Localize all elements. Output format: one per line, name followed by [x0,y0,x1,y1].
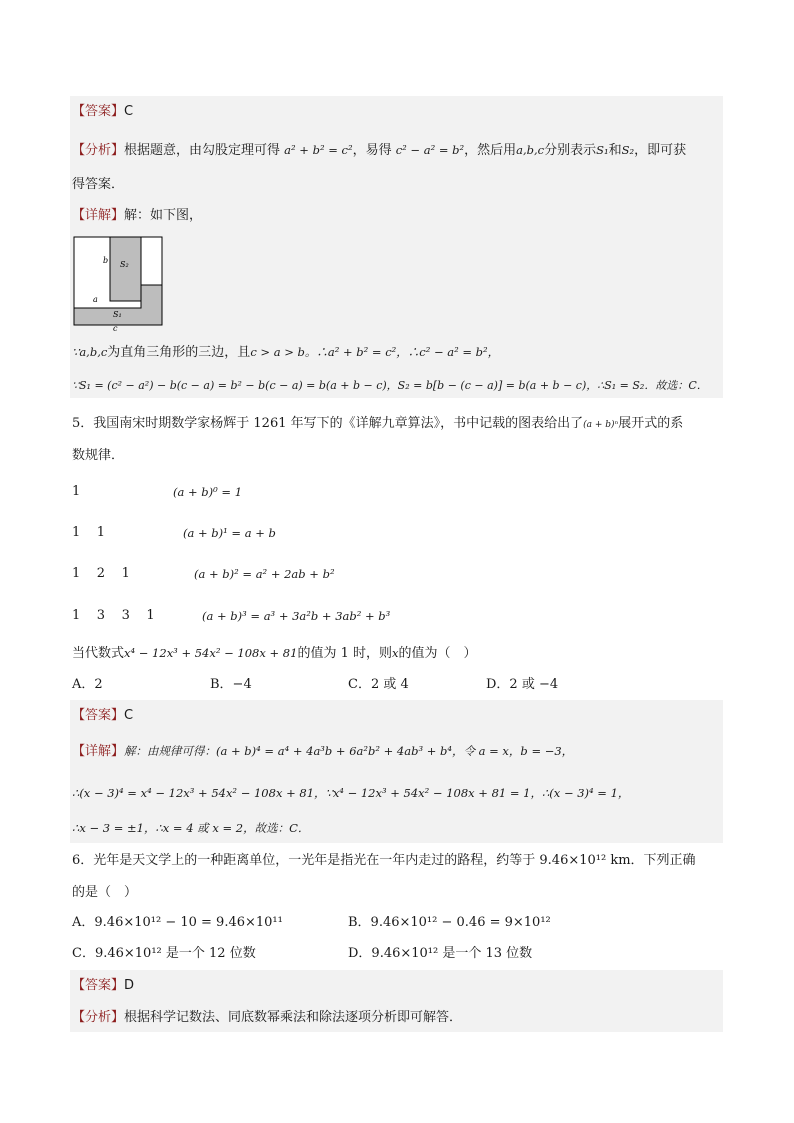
pascal-expr-3: (a + b)³ = a³ + 3a²b + 3ab² + b³ [202,609,391,623]
square-figure [73,236,165,332]
analysis-text: 根据科学记数法、同底数幂乘法和除法逐项分析即可解答． [124,1010,463,1025]
analysis-text: ，然后用 [464,143,517,158]
q5-stem-line2 [72,446,124,466]
answer-tag: 【答案】 [72,708,125,723]
analysis-text: ，即可获 [634,143,687,158]
detail-tag: 【详解】 [72,208,125,223]
analysis-tag: 【分析】 [72,1010,125,1025]
q5-stem [72,414,683,435]
reason-ineq: c > a > b [250,345,305,359]
q5-answer-line [72,706,133,726]
q4-conclusion-line [72,376,708,396]
q6-stem-text: 的是（ ） [72,885,138,900]
answer-tag: 【答案】 [72,978,125,993]
detail-text: ∴x − 3 = ±1，∴x = 4 或 x = 2，故选：C． [72,821,310,835]
q5-option-d[interactable]: D．2 或 −4 [486,677,559,692]
analysis-text: 根据题意，由勾股定理可得 [124,143,281,158]
detail-tag: 【详解】 [72,744,125,759]
detail-text: 解：由规律可得：(a + b)⁴ = a⁴ + 4a³b + 6a²b² + 4ab³ + b⁴，令 a = x，b = −3， [124,744,574,758]
q6-analysis-line [72,1008,462,1028]
answer-value: D [124,978,135,993]
q6-stem-text: 6．光年是天文学上的一种距离单位，一光年是指光在一年内走过的路程，约等于 9.46×10¹² km．下列正确 [72,853,696,868]
reason-eqs: 。∴a² + b² = c²，∴c² − a² = b²， [304,345,500,359]
analysis-text: 和 [608,143,622,158]
analysis-text: 得答案． [72,177,125,192]
label-a: a [93,295,98,304]
analysis-s1: S₁ [596,143,609,157]
q5-option-b[interactable]: B．−4 [210,677,252,692]
q5-stem-text: 展开式的系 [618,416,684,431]
analysis-eq1: a² + b² = c² [284,143,353,157]
q5-question [72,643,477,664]
reason-text: 为直角三角形的三边，且 [107,345,251,360]
answer-tag: 【答案】 [72,104,125,119]
answer-value: C [124,708,134,723]
label-s1: S₁ [113,310,122,319]
analysis-tag: 【分析】 [72,143,125,158]
pascal-coef-3: 1 3 3 1 [72,608,155,623]
q5-detail-line3 [72,818,309,839]
region-s2 [110,237,141,301]
analysis-eq2: c² − a² = b² [395,143,465,157]
pascal-expr-0: (a + b)⁰ = 1 [173,485,243,499]
q5-question-text: 当代数式 [72,646,125,661]
pascal-expr-1: (a + b)¹ = a + b [183,526,276,540]
q5-stem-text: 5．我国南宋时期数学家杨辉于 1261 年写下的《详解九章算法》，书中记载的图表给出了 [72,416,584,431]
q6-option-b[interactable]: B．9.46×10¹² − 0.46 = 9×10¹² [348,915,551,930]
q4-detail-line [72,206,202,226]
label-c: c [113,324,118,332]
q5-stem-formula: (a + b)ⁿ [583,420,619,430]
detail-text: 解：如下图， [124,208,203,223]
q4-analysis-line [72,140,686,161]
q6-option-d[interactable]: D．9.46×10¹² 是一个 13 位数 [348,946,533,961]
detail-text: ∴(x − 3)⁴ = x⁴ − 12x³ + 54x² − 108x + 81，∵x⁴ − 12x³ + 54x² − 108x + 81 = 1，∴(x − 3)⁴ = 1， [72,786,630,800]
analysis-text: 分别表示 [544,143,597,158]
pascal-expr-2: (a + b)² = a² + 2ab + b² [194,567,335,581]
analysis-abc: a,b,c [516,143,545,157]
q5-question-expr: x⁴ − 12x³ + 54x² − 108x + 81 [124,646,298,660]
label-b: b [103,256,109,265]
q4-analysis-line2 [72,175,124,195]
q6-answer-line [72,976,134,996]
reason-abc: ∵a,b,c [72,345,108,359]
q5-stem-text: 数规律． [72,448,125,463]
q5-question-x: x [391,646,399,660]
pascal-coef-0: 1 [72,484,81,499]
q4-answer-line [72,102,133,122]
analysis-text: ，易得 [352,143,392,158]
pascal-coef-2: 1 2 1 [72,566,130,581]
q6-stem [72,851,696,871]
q5-question-text: 的值为（ ） [398,646,477,661]
conclusion-text: ∵S₁ = (c² − a²) − b(c − a) = b² − b(c − a) = b(a + b − c)，S₂ = b[b − (c − a)] = b(a + b − c)，∴S₁ = S₂．故选：C． [72,379,708,392]
q5-option-a[interactable]: A．2 [72,677,103,692]
pascal-coef-1: 1 1 [72,525,106,540]
q5-detail-line2 [72,783,629,804]
q5-option-c[interactable]: C．2 或 4 [348,677,409,692]
q6-stem-line2 [72,883,137,903]
label-s2: S₂ [120,260,129,269]
q5-question-text: 的值为 1 时，则 [297,646,392,661]
q6-option-c[interactable]: C．9.46×10¹² 是一个 12 位数 [72,946,256,961]
analysis-s2: S₂ [621,143,635,157]
q6-option-a[interactable]: A．9.46×10¹² − 10 = 9.46×10¹¹ [72,915,283,930]
q4-reason-line [72,342,499,363]
q5-detail-line1 [72,741,573,762]
answer-value: C [124,104,134,119]
